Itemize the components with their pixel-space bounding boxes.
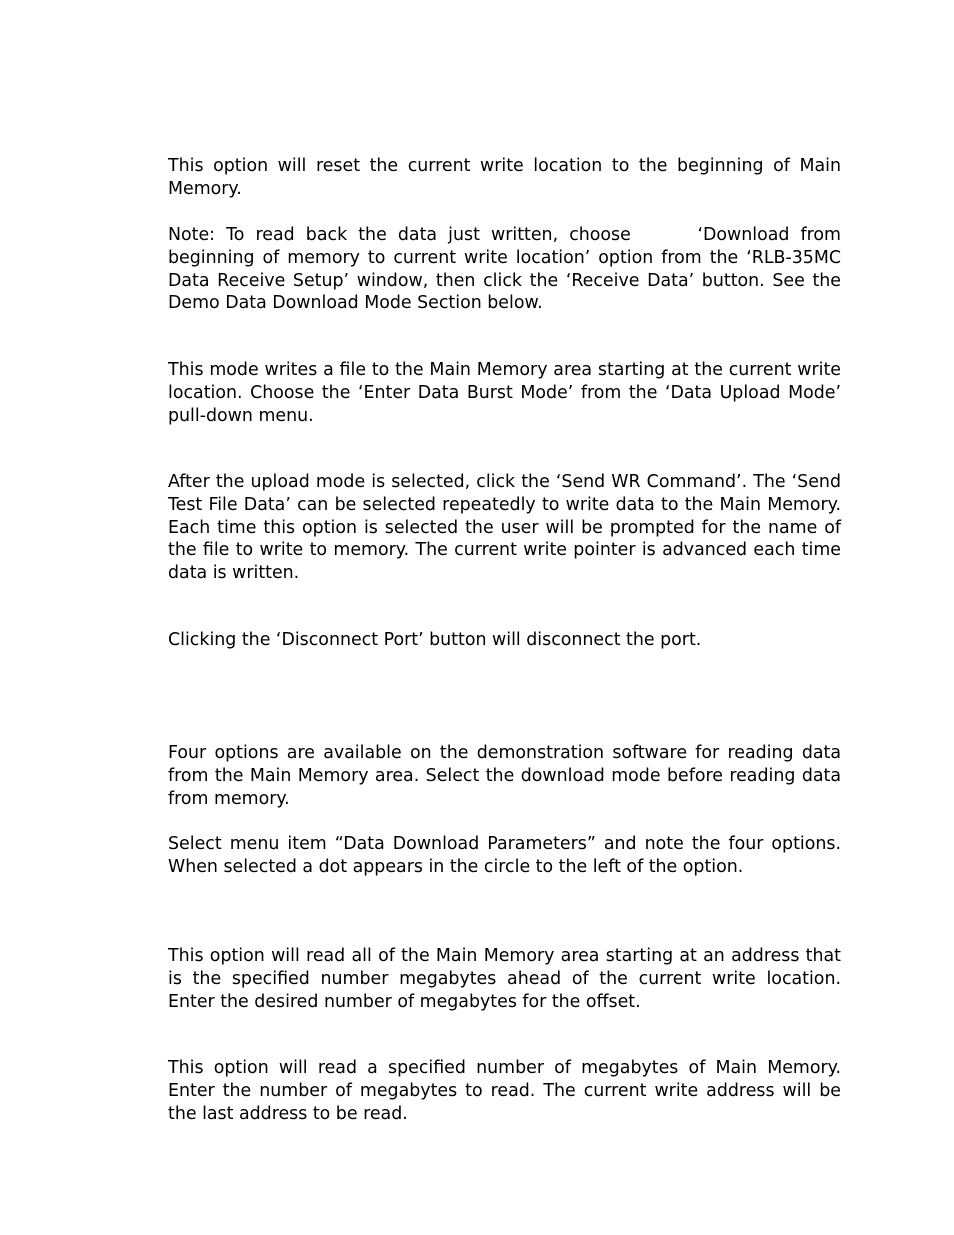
paragraph-download-parameters: Select menu item “Data Download Parameters” and note the four options. When selected a dot appears in the circle to the left of the option. <box>168 834 841 877</box>
paragraph-download-options: Four options are available on the demonstration software for reading data from the Main Memory area. Select the download mode before reading data from memory. <box>168 743 841 809</box>
paragraph-read-back-note: Note: To read back the data just written, choose ‘Download from beginning of memory to current write location’ option from the ‘RLB-35MC Data Receive Setup’ window, then click the ‘Receive Data’ button. See the Demo Data Download Mode Section below. <box>168 225 841 314</box>
paragraph-reset-write-location: This option will reset the current write location to the beginning of Main Memory. <box>168 156 841 199</box>
paragraph-send-wr-command: After the upload mode is selected, click the ‘Send WR Command’. The ‘Send Test File Data’ can be selected repeatedly to write data to the Main Memory. Each time this option is selected the user will be prompted for the name of the file to write to memory. The current write pointer is advanced each time data is written. <box>168 472 841 584</box>
paragraph-offset-read: This option will read all of the Main Memory area starting at an address that is the specified number megabytes ahead of the current write location. Enter the desired number of megabytes for the offset. <box>168 946 841 1012</box>
paragraph-specified-megabytes: This option will read a specified number of megabytes of Main Memory. Enter the number of megabytes to read. The current write address will be the last address to be read. <box>168 1058 841 1124</box>
paragraph-disconnect-port: Clicking the ‘Disconnect Port’ button will disconnect the port. <box>168 630 702 650</box>
paragraph-data-burst-mode: This mode writes a file to the Main Memory area starting at the current write location. Choose the ‘Enter Data Burst Mode’ from the ‘Data Upload Mode’ pull-down menu. <box>168 360 841 426</box>
